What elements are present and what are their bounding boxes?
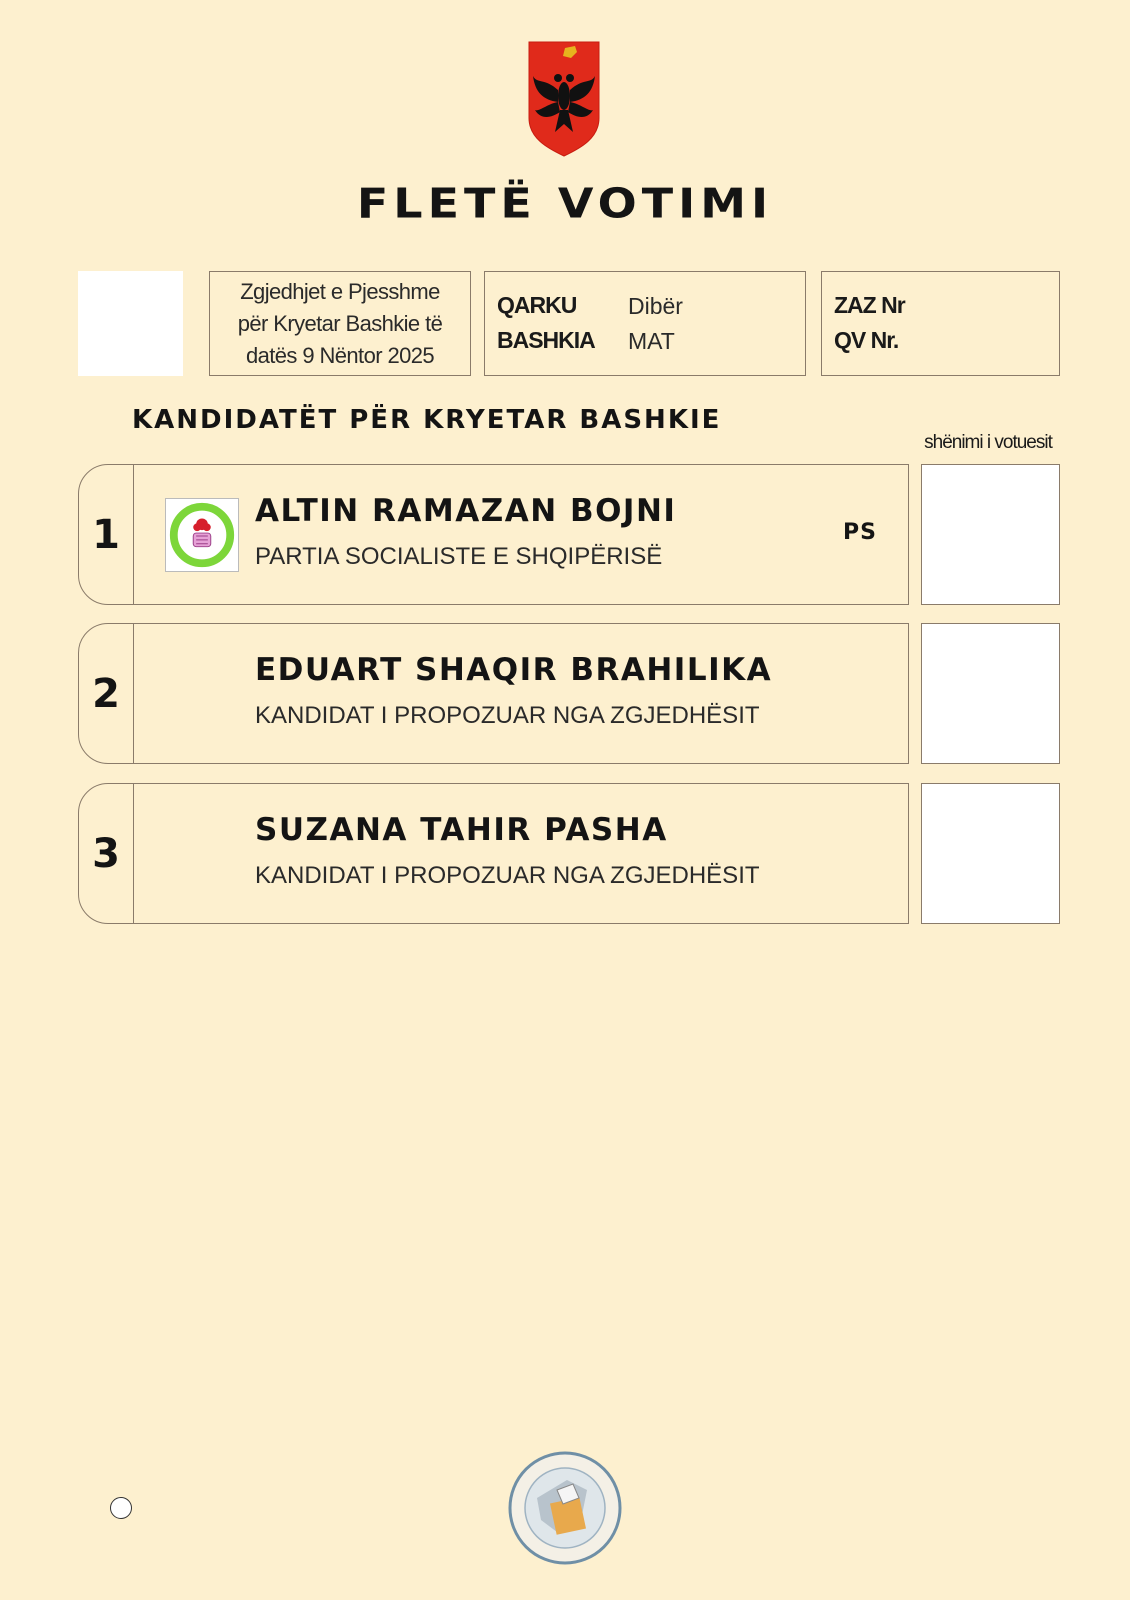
albania-emblem-icon	[525, 40, 603, 158]
candidate-party: KANDIDAT I PROPOZUAR NGA ZGJEDHËSIT	[255, 862, 760, 889]
vote-mark-box-3[interactable]	[921, 783, 1060, 924]
voter-mark-label: shënimi i votuesit	[924, 432, 1052, 453]
bashkia-label: BASHKIA	[497, 327, 595, 353]
candidate-party: PARTIA SOCIALISTE E SHQIPËRISË	[255, 543, 663, 570]
zaz-info-box	[821, 271, 1060, 376]
candidate-row-2	[78, 623, 909, 764]
candidate-name: ALTIN RAMAZAN BOJNI	[255, 493, 677, 529]
zaz-label: ZAZ Nr	[834, 292, 905, 318]
candidate-party: KANDIDAT I PROPOZUAR NGA ZGJEDHËSIT	[255, 702, 760, 729]
ballot-title: FLETË VOTIMI	[356, 178, 774, 228]
qarku-label: QARKU	[497, 292, 577, 318]
party-abbreviation: PS	[843, 520, 877, 545]
candidate-number: 3	[79, 784, 134, 923]
candidate-number: 2	[79, 624, 134, 763]
election-line-3: datës 9 Nëntor 2025	[246, 343, 434, 368]
candidate-name: SUZANA TAHIR PASHA	[255, 812, 668, 848]
bashkia-value: MAT	[628, 328, 675, 354]
qarku-value: Dibër	[628, 293, 683, 319]
region-info-box	[484, 271, 806, 376]
vote-mark-box-1[interactable]	[921, 464, 1060, 605]
candidate-name: EDUART SHAQIR BRAHILIKA	[255, 652, 773, 688]
blank-stamp-area	[78, 271, 183, 376]
section-title: KANDIDATËT PËR KRYETAR BASHKIE	[132, 405, 722, 435]
candidate-number: 1	[79, 465, 134, 604]
qv-label: QV Nr.	[834, 327, 899, 353]
candidate-row-1	[78, 464, 909, 605]
election-info-box	[209, 271, 471, 376]
kqz-seal-icon	[507, 1450, 623, 1566]
punch-hole-icon	[110, 1497, 132, 1519]
vote-mark-box-2[interactable]	[921, 623, 1060, 764]
election-line-2: për Kryetar Bashkie të	[237, 311, 443, 336]
election-line-1: Zgjedhjet e Pjesshme	[240, 279, 440, 304]
candidate-row-3	[78, 783, 909, 924]
ps-party-logo-icon	[165, 498, 239, 572]
